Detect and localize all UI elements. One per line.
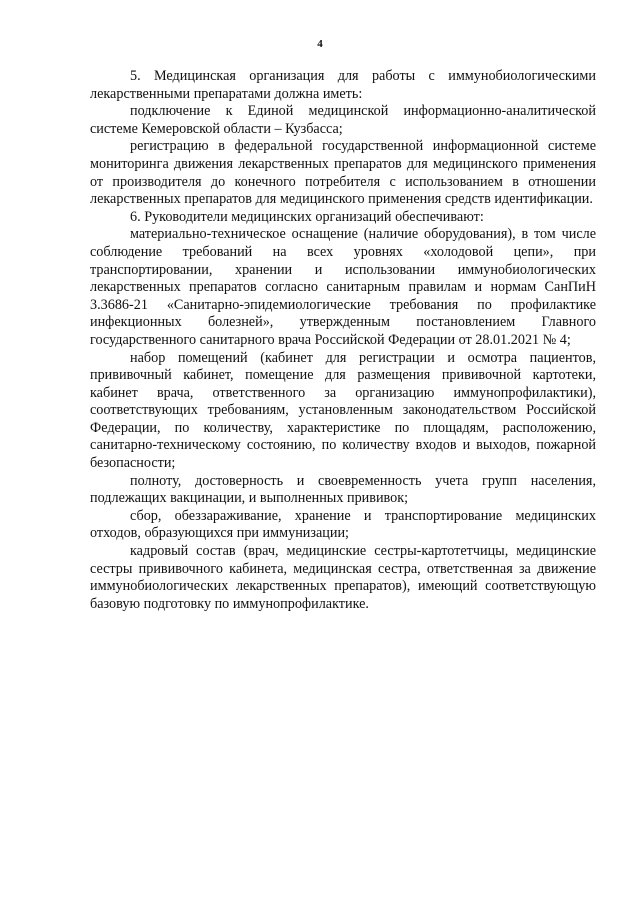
paragraph-subitem-fgis: регистрацию в федеральной государственной информационной системе мониторинга движения лекарственных препаратов для медицинского применения от производителя до конечного потребителя с использованием в отношении лекарственных препаратов для медицинского применения средств идентификации. xyxy=(90,138,596,208)
paragraph-item-5: 5. Медицинская организация для работы с иммунобиологическими лекарственными препаратами должна иметь: xyxy=(90,68,596,102)
paragraph-subitem-emias: подключение к Единой медицинской информационно-аналитической системе Кемеровской области – Кузбасса; xyxy=(90,103,596,137)
paragraph-subitem-accounting: полноту, достоверность и своевременность учета групп населения, подлежащих вакцинации, и выполненных прививок; xyxy=(90,472,596,507)
paragraph-subitem-equipment: материально-техническое оснащение (наличие оборудования), в том числе соблюдение требований на всех уровнях «холодовой цепи», при транспортировании, хранении и использовании иммунобиологических лекарственных препаратов согласно санитарным правилам и нормам СанПиН 3.3686-21 «Санитарно-эпидемиологические требования по профилактике инфекционных болезней», утвержденным постановлением Главного государственного санитарного врача Российской Федерации от 28.01.2021 № 4; xyxy=(90,226,596,348)
document-body xyxy=(90,68,596,613)
paragraph-subitem-waste: сбор, обеззараживание, хранение и транспортирование медицинских отходов, образующихся при иммунизации; xyxy=(90,507,596,542)
paragraph-item-6: 6. Руководители медицинских организаций обеспечивают: xyxy=(130,208,484,225)
paragraph-subitem-staff: кадровый состав (врач, медицинские сестры-картотетчицы, медицинские сестры прививочного кабинета, медицинская сестра, ответственная за движение иммунобиологических лекарственных препаратов), имеющий соответствующую базовую подготовку по иммунопрофилактике. xyxy=(90,543,596,612)
paragraph-subitem-premises: набор помещений (кабинет для регистрации и осмотра пациентов, прививочный кабинет, помещение для размещения прививочной картотеки, кабинет врача, ответственного за организацию иммунопрофилактики), соответствующих требованиям, установленным законодательством Российской Федерации, по количеству, характеристике по площадям, расположению, санитарно-техническому состоянию, по количеству входов и выходов, пожарной безопасности; xyxy=(90,349,596,472)
page-number: 4 xyxy=(317,38,323,50)
